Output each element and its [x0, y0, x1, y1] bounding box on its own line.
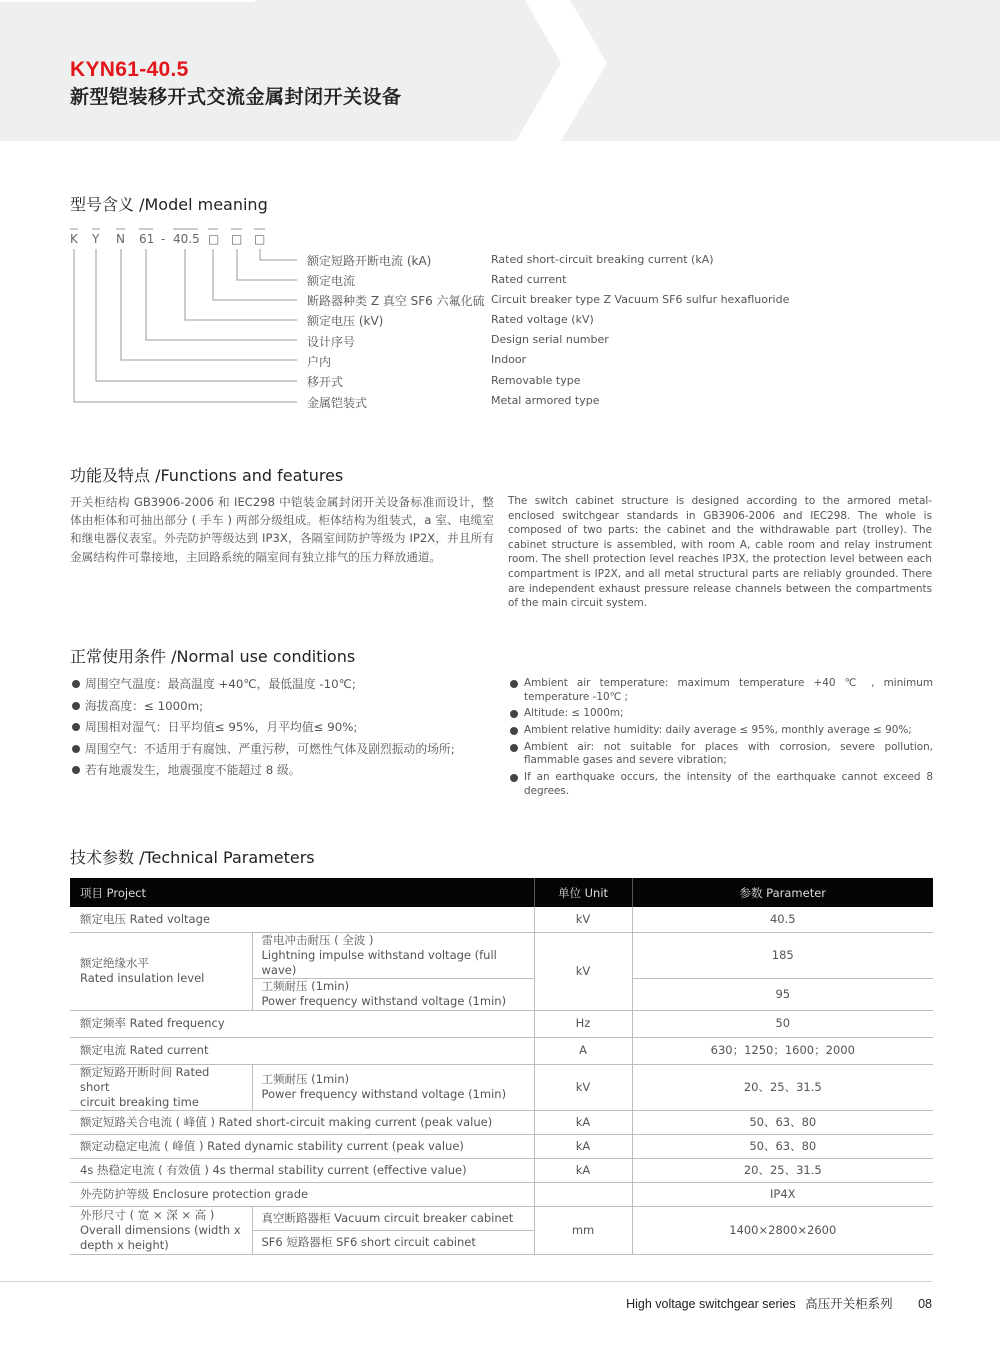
- condition-text: 周围空气：不适用于有腐蚀、严重污秽，可燃性气体及剧烈振动的场所;: [85, 741, 455, 756]
- meaning-en: Circuit breaker type Z Vacuum SF6 sulfur hexafluoride: [491, 293, 790, 306]
- row-label-cn: 额定绝缘水平: [80, 956, 149, 970]
- code-part: 61: [139, 232, 155, 246]
- row-unit: [534, 1182, 632, 1206]
- row-value: 20、25、31.5: [632, 1064, 933, 1110]
- row-sublabel: 真空断路器柜 Vacuum circuit breaker cabinet: [252, 1206, 534, 1230]
- row-value: 20、25、31.5: [632, 1158, 933, 1182]
- row-label: 外壳防护等级 Enclosure protection grade: [70, 1182, 534, 1206]
- row-unit: mm: [534, 1206, 632, 1254]
- code-part: K: [70, 232, 78, 246]
- condition-item: [70, 676, 500, 698]
- row-label-en: circuit breaking time: [80, 1094, 199, 1109]
- table-row: [70, 1182, 933, 1206]
- code-part: -: [161, 232, 166, 246]
- meaning-en: Indoor: [491, 353, 527, 366]
- page-footer: [626, 1294, 932, 1312]
- row-label: 额定电流 Rated current: [70, 1037, 534, 1064]
- table-row: [70, 1206, 933, 1230]
- condition-text: Ambient air temperature: maximum temperature +40 ℃ , minimum temperature -10℃ ;: [524, 677, 933, 703]
- col-header-parameter: 参数 Parameter: [632, 878, 933, 907]
- sublabel-cn: 雷电冲击耐压 ( 全波 ): [261, 932, 374, 947]
- condition-item: [509, 771, 933, 798]
- condition-item: [70, 762, 500, 784]
- condition-item: [509, 707, 933, 721]
- page-number: 08: [918, 1297, 932, 1311]
- row-unit: Hz: [534, 1010, 632, 1037]
- row-value: 185: [632, 932, 933, 978]
- model-code-title: KYN61-40.5: [70, 58, 189, 81]
- row-unit: kV: [534, 932, 632, 1010]
- row-value: 50、63、80: [632, 1134, 933, 1158]
- row-unit: kA: [534, 1134, 632, 1158]
- row-label: 额定频率 Rated frequency: [70, 1010, 534, 1037]
- table-row: [70, 907, 933, 932]
- meaning-cn: 移开式: [307, 375, 344, 389]
- sublabel-cn: 工频耐压 (1min): [261, 979, 350, 993]
- conditions-heading: 正常使用条件 /Normal use conditions: [70, 647, 356, 666]
- tech-params-heading: 技术参数 /Technical Parameters: [70, 848, 315, 867]
- row-label-cn: 外形尺寸 ( 宽 × 深 × 高 ): [80, 1207, 215, 1222]
- conditions-list-en: [509, 677, 933, 801]
- code-part: □: [231, 232, 243, 246]
- row-label: [70, 932, 252, 1010]
- row-label: 额定动稳定电流 ( 峰值 ) Rated dynamic stability current (peak value): [70, 1134, 534, 1158]
- row-unit: A: [534, 1037, 632, 1064]
- meaning-en: Design serial number: [491, 333, 609, 346]
- row-value: 50: [632, 1010, 933, 1037]
- footer-series-cn: 高压开关柜系列: [805, 1296, 893, 1311]
- row-sublabel: [252, 978, 534, 1010]
- condition-item: [509, 741, 933, 768]
- row-unit: kA: [534, 1110, 632, 1134]
- condition-text: 周围空气温度：最高温度 +40℃，最低温度 -10℃;: [85, 677, 356, 691]
- table-row: [70, 1037, 933, 1064]
- sublabel-en: Power frequency withstand voltage (1min): [261, 1087, 507, 1101]
- code-part: Y: [92, 232, 100, 246]
- row-sublabel: [252, 1064, 534, 1110]
- row-value: IP4X: [632, 1182, 933, 1206]
- condition-item: [70, 741, 500, 763]
- row-sublabel: SF6 短路器柜 SF6 short circuit cabinet: [252, 1230, 534, 1254]
- row-value: 630；1250；1600；2000: [632, 1037, 933, 1064]
- meaning-en: Metal armored type: [491, 394, 600, 407]
- row-value: 40.5: [632, 907, 933, 932]
- conditions-list-cn: [70, 676, 500, 784]
- condition-text: Altitude: ≤ 1000m;: [524, 707, 624, 720]
- meaning-cn: 断路器种类 Z 真空 SF6 六氟化硫: [307, 294, 485, 308]
- condition-text: Ambient air: not suitable for places with corrosion, severe pollution, flammable gases and severe vibration;: [524, 740, 933, 767]
- functions-text-cn: 开关柜结构 GB3906-2006 和 IEC298 中铠装金属封闭开关设备标准而设计，整体由柜体和可抽出部分 ( 手车 ) 两部分级组成。柜体结构为组装式，a 室、电缆室和继电器仪表室。外壳防护等级达到 IP3X，各隔室间防护等级为 IP2X，并且所有金属结构件可靠接地，主回路系统的隔室间有独立排气的压力释放通道。: [70, 495, 494, 564]
- meaning-en: Rated voltage (kV): [491, 313, 594, 326]
- row-value: 95: [632, 978, 933, 1010]
- meaning-en: Rated current: [491, 273, 567, 286]
- bullet-icon: [72, 766, 80, 774]
- meaning-cn: 额定电流: [307, 274, 356, 288]
- bullet-icon: [72, 723, 80, 731]
- footer-divider: [0, 1281, 932, 1282]
- meaning-cn: 户内: [307, 355, 332, 369]
- table-row: [70, 1158, 933, 1182]
- table-row: [70, 1010, 933, 1037]
- bullet-icon: [72, 680, 80, 688]
- functions-heading: 功能及特点 /Functions and features: [70, 466, 344, 485]
- table-header-row: [70, 878, 933, 907]
- row-label: [70, 1064, 252, 1110]
- row-label: [70, 1206, 252, 1254]
- bullet-icon: [72, 702, 80, 710]
- code-part: N: [116, 232, 125, 246]
- condition-text: If an earthquake occurs, the intensity of the earthquake cannot exceed 8 degrees.: [524, 771, 933, 797]
- meaning-cn: 金属铠装式: [307, 396, 368, 410]
- row-label-en: Rated insulation level: [80, 971, 205, 985]
- row-unit: kA: [534, 1158, 632, 1182]
- bullet-icon: [510, 710, 518, 718]
- bullet-icon: [510, 680, 518, 688]
- functions-text-en: The switch cabinet structure is designed according to the armored metal-enclosed switchgear standards in GB3906-2006 and IEC298. The whole is composed of two parts: the cabinet and the withdrawable part (trolley). The cabinet structure is assembled, with room A, cable room and relay instrument room. The shell protection level reaches IP3X, the protection level between each compartment is IP2X, and all metal structural parts are reliably grounded. There are independent exhaust pressure release channels between the compartments of the main circuit system.: [508, 495, 932, 610]
- condition-item: [509, 724, 933, 738]
- table-row: [70, 1110, 933, 1134]
- row-label: 额定电压 Rated voltage: [70, 907, 534, 932]
- meaning-cn: 额定短路开断电流 (kA): [307, 254, 432, 268]
- condition-item: [70, 719, 500, 741]
- meaning-cn: 设计序号: [307, 335, 356, 349]
- condition-text: 周围相对湿气：日平均值≤ 95%，月平均值≤ 90%;: [85, 720, 358, 734]
- table-row: [70, 1064, 933, 1110]
- meaning-en: Rated short-circuit breaking current (kA): [491, 253, 714, 266]
- tech-params-table: [70, 878, 933, 1255]
- table-row: [70, 932, 933, 978]
- product-name-title: 新型铠装移开式交流金属封闭开关设备: [70, 86, 402, 108]
- meaning-cn: 额定电压 (kV): [307, 314, 384, 328]
- code-part: 40.5: [173, 232, 200, 246]
- row-sublabel: [252, 932, 534, 978]
- row-label-cn: 额定短路开断时间 Rated short: [80, 1064, 210, 1094]
- model-meaning-heading: 型号含义 /Model meaning: [70, 195, 268, 214]
- footer-series-en: High voltage switchgear series: [626, 1297, 796, 1311]
- row-unit: kV: [534, 907, 632, 932]
- row-label: 4s 热稳定电流 ( 有效值 ) 4s thermal stability current (effective value): [70, 1158, 534, 1182]
- bullet-icon: [510, 727, 518, 735]
- condition-item: [509, 677, 933, 704]
- condition-item: [70, 698, 500, 720]
- row-value: 50、63、80: [632, 1110, 933, 1134]
- code-part: □: [254, 232, 266, 246]
- col-header-unit: 单位 Unit: [534, 878, 632, 907]
- condition-text: Ambient relative humidity: daily average ≤ 95%, monthly average ≤ 90%;: [524, 724, 912, 737]
- col-header-project: 项目 Project: [70, 878, 534, 907]
- bullet-icon: [510, 774, 518, 782]
- row-value: 1400×2800×2600: [632, 1206, 933, 1254]
- bullet-icon: [510, 744, 518, 752]
- code-part: □: [208, 232, 220, 246]
- table-row: [70, 1134, 933, 1158]
- condition-text: 若有地震发生，地震强度不能超过 8 级。: [85, 763, 301, 777]
- bullet-icon: [72, 745, 80, 753]
- sublabel-en: Power frequency withstand voltage (1min): [261, 994, 507, 1008]
- row-label-en: Overall dimensions (width x depth x height): [80, 1222, 241, 1252]
- condition-text: 海拔高度：≤ 1000m;: [85, 698, 204, 713]
- sublabel-cn: 工频耐压 (1min): [261, 1072, 350, 1086]
- meaning-en: Removable type: [491, 374, 581, 387]
- row-label: 额定短路关合电流 ( 峰值 ) Rated short-circuit making current (peak value): [70, 1110, 534, 1134]
- sublabel-en: Lightning impulse withstand voltage (full wave): [261, 947, 497, 977]
- row-unit: kV: [534, 1064, 632, 1110]
